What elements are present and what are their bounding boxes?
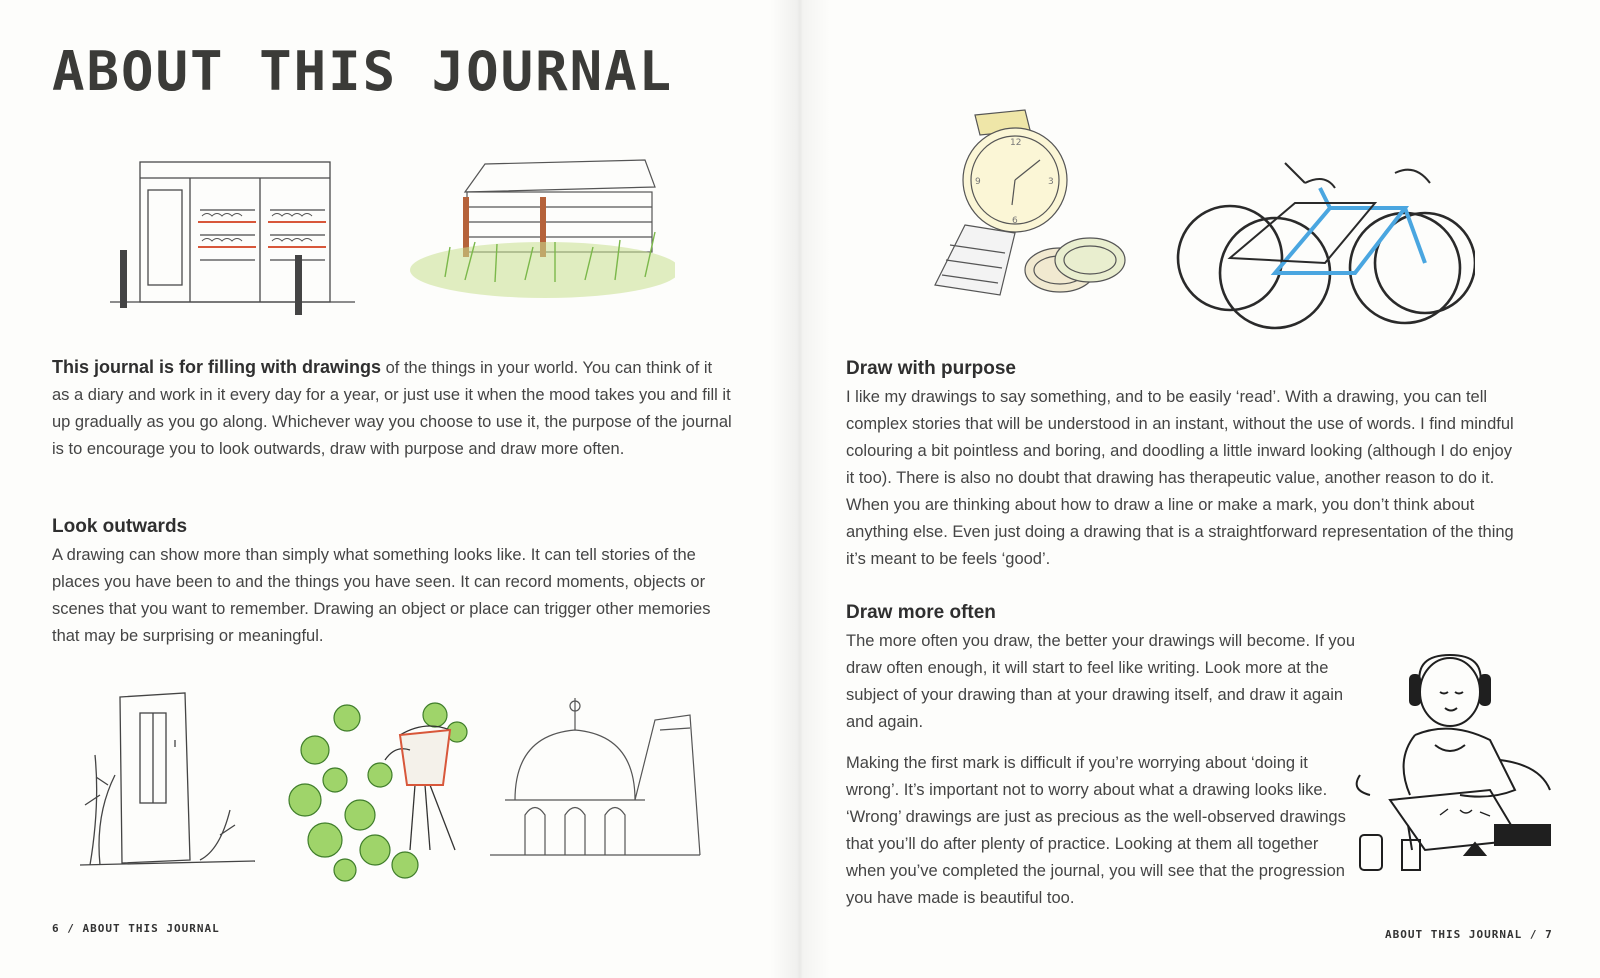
- right-page: [790, 0, 1600, 978]
- intro-paragraph: [52, 354, 732, 463]
- section-heading: Look outwards: [52, 516, 188, 537]
- left-page: [0, 0, 790, 978]
- right-folio: ABOUT THIS JOURNAL / 7: [1385, 928, 1553, 941]
- section-draw-with-purpose: [846, 356, 1516, 573]
- bicycles-sketch: [1175, 148, 1475, 333]
- shed-garden-sketch: [405, 152, 675, 302]
- woman-drawing-sketch: [1340, 650, 1565, 885]
- section-heading: Draw with purpose: [846, 358, 1016, 379]
- section-look-outwards: [52, 514, 722, 650]
- intro-lead: This journal is for filling with drawings: [52, 357, 382, 377]
- svg-text:3: 3: [1048, 177, 1054, 187]
- svg-text:6: 6: [1012, 216, 1018, 226]
- section-body: A drawing can show more than simply what something looks like. It can tell stories of the places you have been to and the things you have seen. It can record moments, objects or scenes that you want to remember. Drawing an object or place can trigger other memories that may be surprising or meaningful.: [52, 546, 711, 645]
- plant-pot-sketch: [285, 690, 475, 885]
- section-draw-more-often: [846, 600, 1371, 912]
- page-title: ABOUT THIS JOURNAL: [52, 40, 674, 103]
- watch-bangles-sketch: [920, 105, 1150, 315]
- section-body: The more often you draw, the better your drawings will become. If you draw often enough, it will start to feel like writing. Look more at the subject of your drawing than at your drawing itself, and draw it again and again.: [846, 632, 1356, 731]
- svg-text:12: 12: [1010, 138, 1022, 148]
- shop-front-sketch: [110, 150, 360, 320]
- section-heading: Draw more often: [846, 602, 996, 623]
- door-sketch: [80, 685, 260, 875]
- left-folio: 6 / ABOUT THIS JOURNAL: [52, 922, 220, 935]
- svg-text:9: 9: [975, 177, 981, 187]
- church-dome-sketch: [485, 690, 705, 865]
- intro-rest: of the things in your world. You can think of it as a diary and work in it every day for a year, or just use it when the mood takes you and fill it up gradually as you go along. Whichever way you choose to use it, the purpose of the journal is to encourage you to look outwards, draw with purpose and draw more often.: [52, 359, 732, 458]
- section-body: I like my drawings to say something, and to be easily ‘read’. With a drawing, you can tell complex stories that will be understood in an instant, without the use of words. I find mindful colouring a bit pointless and boring, and doodling a little inward looking (although I do enjoy it too). There is also no doubt that drawing has therapeutic value, another reason to do it. When you are thinking about how to draw a line or make a mark, you don’t think about anything else. Even just doing a drawing that is a straightforward representation of the thing it’s meant to be feels ‘good’.: [846, 388, 1514, 568]
- section-body-second: Making the first mark is difficult if you’re worrying about ‘doing it wrong’. It’s important not to worry about what a drawing looks like. ‘Wrong’ drawings are just as precious as the well-observed drawings that you’ll do after plenty of practice. Looking at them all together when you’ve completed the journal, you will see that the progression you have made is beautiful too.: [846, 754, 1346, 907]
